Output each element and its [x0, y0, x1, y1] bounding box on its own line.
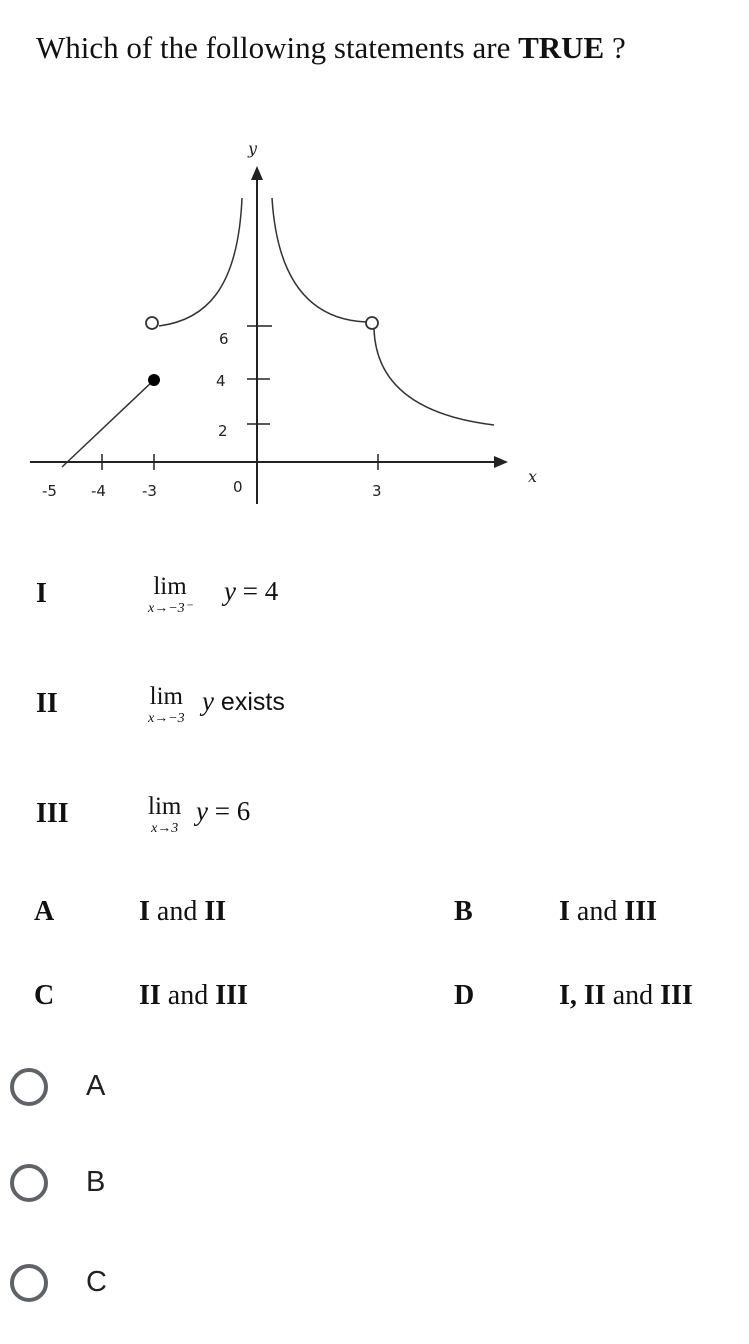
- question-suffix: ?: [604, 30, 626, 65]
- limit-expression: [202, 686, 285, 717]
- question-main: Which of the following statements are: [36, 30, 511, 65]
- lim-word: lim: [153, 573, 187, 600]
- limit-expression: [224, 576, 278, 607]
- option-text: II and III: [139, 980, 248, 1011]
- expr-rest: = 6: [207, 796, 251, 826]
- lim-subscript: x→−3: [148, 711, 185, 726]
- option-text: I and II: [139, 896, 227, 927]
- radio-circle-icon[interactable]: [10, 1264, 48, 1302]
- statement-1: [36, 572, 536, 632]
- question-emphasis: TRUE: [518, 30, 605, 65]
- x-tick-label: -5: [42, 482, 57, 500]
- radio-label[interactable]: B: [86, 1166, 106, 1198]
- limit-expression: [196, 796, 250, 827]
- option-letter: B: [454, 896, 473, 927]
- lim-subscript: x→3: [151, 821, 179, 836]
- question-text: [36, 30, 626, 66]
- limit-operator: [148, 572, 192, 616]
- right-curve: [272, 198, 366, 322]
- y-axis-label: y: [248, 139, 258, 158]
- left-curve: [159, 198, 242, 326]
- option-text: I, II and III: [559, 980, 693, 1011]
- option-letter: C: [34, 980, 55, 1011]
- radio-label[interactable]: C: [86, 1266, 107, 1298]
- closed-point: [148, 374, 160, 386]
- radio-circle-icon[interactable]: [10, 1068, 48, 1106]
- radio-choice-b[interactable]: [10, 1164, 310, 1214]
- expr-var: y: [224, 576, 236, 606]
- function-graph: [0, 120, 560, 520]
- x-tick-label: 3: [372, 482, 382, 500]
- statement-2: [36, 682, 536, 742]
- radio-choice-c[interactable]: [10, 1264, 310, 1314]
- option-text: I and III: [559, 896, 658, 927]
- x-tick-label: 0: [233, 478, 243, 496]
- expr-var: y: [196, 796, 208, 826]
- y-axis-arrow: [251, 166, 263, 180]
- statement-numeral: III: [36, 798, 69, 829]
- expr-rest: exists: [213, 688, 285, 716]
- radio-circle-icon[interactable]: [10, 1164, 48, 1202]
- option-letter: A: [34, 896, 55, 927]
- radio-choice-a[interactable]: [10, 1068, 310, 1118]
- limit-operator: [148, 792, 181, 836]
- open-point-left: [146, 317, 158, 329]
- y-tick-label: 4: [216, 372, 226, 390]
- y-tick-label: 6: [219, 330, 229, 348]
- lim-word: lim: [149, 683, 183, 710]
- x-axis-arrow: [494, 456, 508, 468]
- tail-curve: [374, 329, 494, 425]
- radio-label[interactable]: A: [86, 1070, 106, 1102]
- y-tick-label: 2: [218, 422, 228, 440]
- statement-numeral: II: [36, 688, 58, 719]
- open-point-right: [366, 317, 378, 329]
- x-tick-label: -3: [142, 482, 157, 500]
- limit-operator: [148, 682, 185, 726]
- linear-segment: [62, 380, 154, 467]
- x-tick-label: -4: [91, 482, 106, 500]
- expr-var: y: [202, 686, 214, 716]
- option-letter: D: [454, 980, 475, 1011]
- statement-3: [36, 792, 536, 852]
- lim-subscript: x→−3⁻: [148, 601, 193, 616]
- statement-numeral: I: [36, 578, 47, 609]
- x-axis-label: x: [528, 467, 538, 486]
- lim-word: lim: [148, 793, 182, 820]
- expr-rest: = 4: [235, 576, 279, 606]
